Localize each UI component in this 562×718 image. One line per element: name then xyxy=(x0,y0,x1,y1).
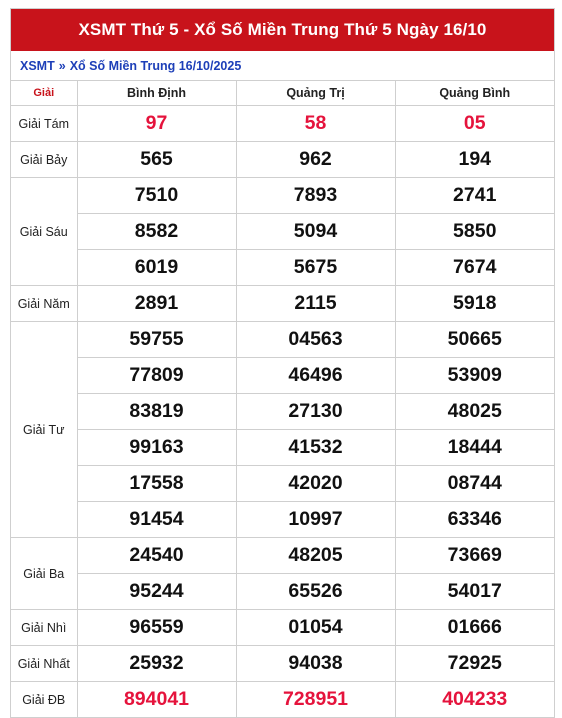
winning-number: 7893 xyxy=(293,184,338,206)
winning-number: 50665 xyxy=(447,328,502,350)
prize-cell xyxy=(395,106,554,142)
winning-number: 2741 xyxy=(453,184,497,206)
winning-number: 94038 xyxy=(288,652,343,674)
prize-cell xyxy=(77,610,236,646)
prize-cell xyxy=(395,322,554,538)
prize-cell xyxy=(395,178,554,286)
winning-number: 5850 xyxy=(396,213,555,249)
prize-cell xyxy=(395,142,554,178)
winning-number: 2891 xyxy=(134,292,179,314)
prize-cell xyxy=(77,538,236,610)
winning-number: 96559 xyxy=(129,616,184,638)
prize-row xyxy=(11,178,554,286)
prize-label: Giải Ba xyxy=(11,538,77,610)
winning-number: 77809 xyxy=(78,357,236,393)
winning-number: 04563 xyxy=(288,328,343,350)
prize-cell xyxy=(395,286,554,322)
winning-number: 10997 xyxy=(237,501,395,537)
winning-number: 01054 xyxy=(288,616,343,638)
winning-number: 2115 xyxy=(294,292,337,314)
prize-label: Giải Năm xyxy=(11,286,77,322)
winning-number: 48025 xyxy=(396,393,555,429)
winning-number: 91454 xyxy=(78,501,236,537)
winning-number: 58 xyxy=(304,112,327,134)
winning-number: 63346 xyxy=(396,501,555,537)
winning-number: 42020 xyxy=(237,465,395,501)
prize-cell xyxy=(77,106,236,142)
prize-label: Giải Tư xyxy=(11,322,77,538)
prize-row xyxy=(11,646,554,682)
prize-cell xyxy=(236,538,395,610)
prize-row xyxy=(11,610,554,646)
prize-cell xyxy=(77,646,236,682)
winning-number: 59755 xyxy=(129,328,184,350)
winning-number: 8582 xyxy=(78,213,236,249)
prize-cell xyxy=(236,286,395,322)
winning-number: 25932 xyxy=(129,652,184,674)
prize-cell xyxy=(77,286,236,322)
page-title: XSMT Thứ 5 - Xổ Số Miền Trung Thứ 5 Ngày 16/10 xyxy=(11,9,554,51)
prize-cell xyxy=(77,178,236,286)
winning-number: 46496 xyxy=(237,357,395,393)
winning-number: 08744 xyxy=(396,465,555,501)
winning-number: 24540 xyxy=(129,544,184,566)
prize-cell xyxy=(236,106,395,142)
breadcrumb-root-link[interactable]: XSMT xyxy=(20,58,55,73)
winning-number: 5094 xyxy=(237,213,395,249)
winning-number: 95244 xyxy=(78,573,236,609)
prize-cell xyxy=(395,646,554,682)
winning-number: 53909 xyxy=(396,357,555,393)
column-header-province[interactable]: Quảng Trị xyxy=(236,81,395,106)
prize-cell xyxy=(236,322,395,538)
winning-number: 01666 xyxy=(447,616,502,638)
prize-cell xyxy=(236,610,395,646)
winning-number: 72925 xyxy=(447,652,502,674)
winning-number: 18444 xyxy=(396,429,555,465)
winning-number: 728951 xyxy=(282,688,349,710)
table-header-row xyxy=(11,81,554,106)
winning-number: 6019 xyxy=(78,249,236,285)
winning-number: 05 xyxy=(463,112,486,134)
winning-number: 48205 xyxy=(288,544,343,566)
winning-number: 5675 xyxy=(237,249,395,285)
breadcrumb-separator: » xyxy=(58,58,66,73)
winning-number: 894041 xyxy=(123,688,190,710)
column-header-prize: Giải xyxy=(11,81,77,106)
breadcrumb xyxy=(11,51,554,81)
prize-label: Giải Bảy xyxy=(11,142,77,178)
winning-number: 41532 xyxy=(237,429,395,465)
winning-number: 65526 xyxy=(237,573,395,609)
column-header-province[interactable]: Quảng Bình xyxy=(395,81,554,106)
prize-label: Giải Sáu xyxy=(11,178,77,286)
winning-number: 7674 xyxy=(396,249,555,285)
prize-cell xyxy=(236,142,395,178)
prize-label: Giải Nhì xyxy=(11,610,77,646)
prize-row xyxy=(11,538,554,610)
prize-row xyxy=(11,142,554,178)
prize-cell xyxy=(77,322,236,538)
prize-cell xyxy=(236,646,395,682)
column-header-province[interactable]: Bình Định xyxy=(77,81,236,106)
results-table xyxy=(11,81,554,717)
prize-row xyxy=(11,106,554,142)
prize-cell xyxy=(236,178,395,286)
winning-number: 54017 xyxy=(396,573,555,609)
winning-number: 962 xyxy=(299,148,332,170)
prize-cell xyxy=(77,142,236,178)
prize-row xyxy=(11,286,554,322)
winning-number: 5918 xyxy=(453,292,497,314)
winning-number: 99163 xyxy=(78,429,236,465)
winning-number: 73669 xyxy=(447,544,502,566)
results-table-container xyxy=(10,8,555,718)
winning-number: 27130 xyxy=(237,393,395,429)
winning-number: 194 xyxy=(458,148,492,170)
winning-number: 404233 xyxy=(442,688,508,710)
prize-row xyxy=(11,322,554,538)
winning-number: 17558 xyxy=(78,465,236,501)
winning-number: 97 xyxy=(145,112,168,134)
winning-number: 7510 xyxy=(134,184,179,206)
prize-label: Giải Nhất xyxy=(11,646,77,682)
winning-number: 83819 xyxy=(78,393,236,429)
winning-number: 565 xyxy=(140,148,173,170)
prize-label: Giải Tám xyxy=(11,106,77,142)
breadcrumb-current-link[interactable]: Xổ Số Miền Trung 16/10/2025 xyxy=(69,58,242,73)
prize-cell xyxy=(395,610,554,646)
prize-label: Giải ĐB xyxy=(11,682,77,718)
prize-cell xyxy=(395,538,554,610)
